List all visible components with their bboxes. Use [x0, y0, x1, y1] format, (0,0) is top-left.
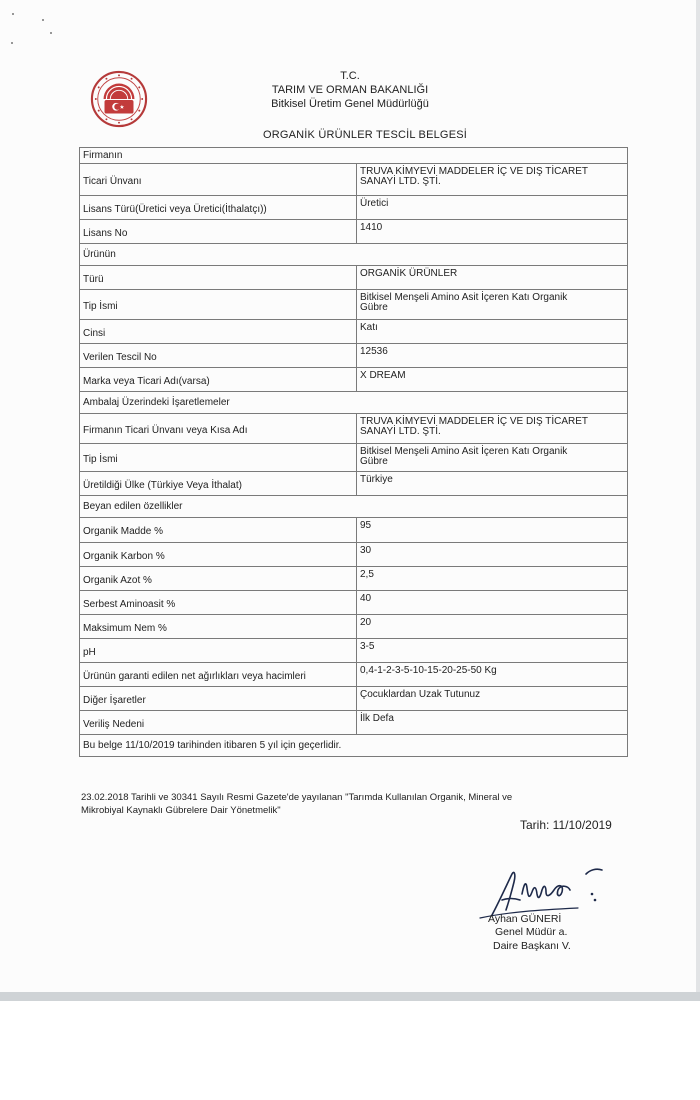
section-row [80, 244, 628, 266]
field-value: Katı [357, 320, 628, 344]
field-value: 12536 [357, 344, 628, 368]
table-row [80, 472, 628, 496]
field-label: Verilen Tescil No [80, 344, 357, 368]
issue-date: Tarih: 11/10/2019 [520, 818, 612, 832]
ministry-seal-icon [90, 70, 148, 128]
field-value: Türkiye [357, 472, 628, 496]
table-row [80, 368, 628, 392]
field-value: Çocuklardan Uzak Tutunuz [357, 687, 628, 711]
field-label: Serbest Aminoasit % [80, 591, 357, 615]
field-label: Lisans No [80, 220, 357, 244]
field-label: Organik Madde % [80, 518, 357, 543]
table-row [80, 567, 628, 591]
field-label: Organik Azot % [80, 567, 357, 591]
table-row [80, 414, 628, 444]
table-row [80, 220, 628, 244]
scan-speck [50, 32, 52, 34]
table-row [80, 663, 628, 687]
field-label: Tip İsmi [80, 290, 357, 320]
scan-speck [42, 19, 44, 21]
field-value: 95 [357, 518, 628, 543]
field-value: 30 [357, 543, 628, 567]
header-republic: T.C. [340, 70, 360, 82]
scan-speck [12, 13, 14, 15]
table-row [80, 444, 628, 472]
signer-name: Ayhan GÜNERİ [488, 913, 562, 925]
header-ministry: TARIM VE ORMAN BAKANLIĞI [271, 84, 429, 96]
header-directorate: Bitkisel Üretim Genel Müdürlüğü [271, 98, 429, 110]
field-label: pH [80, 639, 357, 663]
table-row [80, 196, 628, 220]
field-label: Ticari Ünvanı [80, 164, 357, 196]
field-value: ORGANİK ÜRÜNLER [357, 266, 628, 290]
table-row [80, 687, 628, 711]
table-row [80, 266, 628, 290]
field-label: Türü [80, 266, 357, 290]
field-value: İlk Defa [357, 711, 628, 735]
field-label: Veriliş Nedeni [80, 711, 357, 735]
signer-role: Daire Başkanı V. [493, 940, 571, 952]
table-row [80, 518, 628, 543]
page-edge-shadow [696, 0, 700, 1000]
scan-speck [11, 42, 13, 44]
section-row [80, 148, 628, 164]
document-title: ORGANİK ÜRÜNLER TESCİL BELGESİ [262, 129, 468, 141]
section-row [80, 735, 628, 757]
field-value: 20 [357, 615, 628, 639]
section-row [80, 496, 628, 518]
registration-table [79, 147, 628, 757]
field-value: 40 [357, 591, 628, 615]
field-value: Bitkisel Menşeli Amino Asit İçeren Katı Organik Gübre [357, 290, 628, 320]
table-row [80, 639, 628, 663]
field-label: Marka veya Ticari Adı(varsa) [80, 368, 357, 392]
table-row [80, 290, 628, 320]
table-row [80, 711, 628, 735]
regulation-note-line1: 23.02.2018 Tarihli ve 30341 Sayılı Resmi Gazete'de yayılanan "Tarımda Kullanılan Organik, Mineral ve [81, 792, 513, 803]
section-label: Ambalaj Üzerindeki İşaretlemeler [80, 392, 628, 414]
field-label: Maksimum Nem % [80, 615, 357, 639]
field-value: TRUVA KİMYEVİ MADDELER İÇ VE DIŞ TİCARET SANAYİ LTD. ŞTİ. [357, 414, 628, 444]
regulation-note-line2: Mikrobiyal Kaynaklı Gübrelere Dair Yönetmelik" [81, 805, 281, 816]
field-label: Diğer İşaretler [80, 687, 357, 711]
field-label: Firmanın Ticari Ünvanı veya Kısa Adı [80, 414, 357, 444]
field-label: Lisans Türü(Üretici veya Üretici(İthalatçı)) [80, 196, 357, 220]
field-value: 2,5 [357, 567, 628, 591]
field-label: Tip İsmi [80, 444, 357, 472]
page-bottom-edge [0, 992, 700, 1001]
table-row [80, 344, 628, 368]
field-value: X DREAM [357, 368, 628, 392]
field-label: Üretildiği Ülke (Türkiye Veya İthalat) [80, 472, 357, 496]
section-label: Firmanın [80, 148, 628, 164]
table-row [80, 164, 628, 196]
table-row [80, 615, 628, 639]
signer-title: Genel Müdür a. [495, 926, 568, 938]
field-value: TRUVA KİMYEVİ MADDELER İÇ VE DIŞ TİCARET SANAYİ LTD. ŞTİ. [357, 164, 628, 196]
field-value: Üretici [357, 196, 628, 220]
section-row [80, 392, 628, 414]
field-value: 1410 [357, 220, 628, 244]
field-value: 0,4-1-2-3-5-10-15-20-25-50 Kg [357, 663, 628, 687]
section-label: Ürünün [80, 244, 628, 266]
field-label: Ürünün garanti edilen net ağırlıkları veya hacimleri [80, 663, 357, 687]
field-label: Cinsi [80, 320, 357, 344]
field-label: Organik Karbon % [80, 543, 357, 567]
table-row [80, 543, 628, 567]
section-label: Beyan edilen özellikler [80, 496, 628, 518]
field-value: 3-5 [357, 639, 628, 663]
table-row [80, 320, 628, 344]
table-row [80, 591, 628, 615]
field-value: Bitkisel Menşeli Amino Asit İçeren Katı Organik Gübre [357, 444, 628, 472]
section-label: Bu belge 11/10/2019 tarihinden itibaren 5 yıl için geçerlidir. [80, 735, 628, 757]
